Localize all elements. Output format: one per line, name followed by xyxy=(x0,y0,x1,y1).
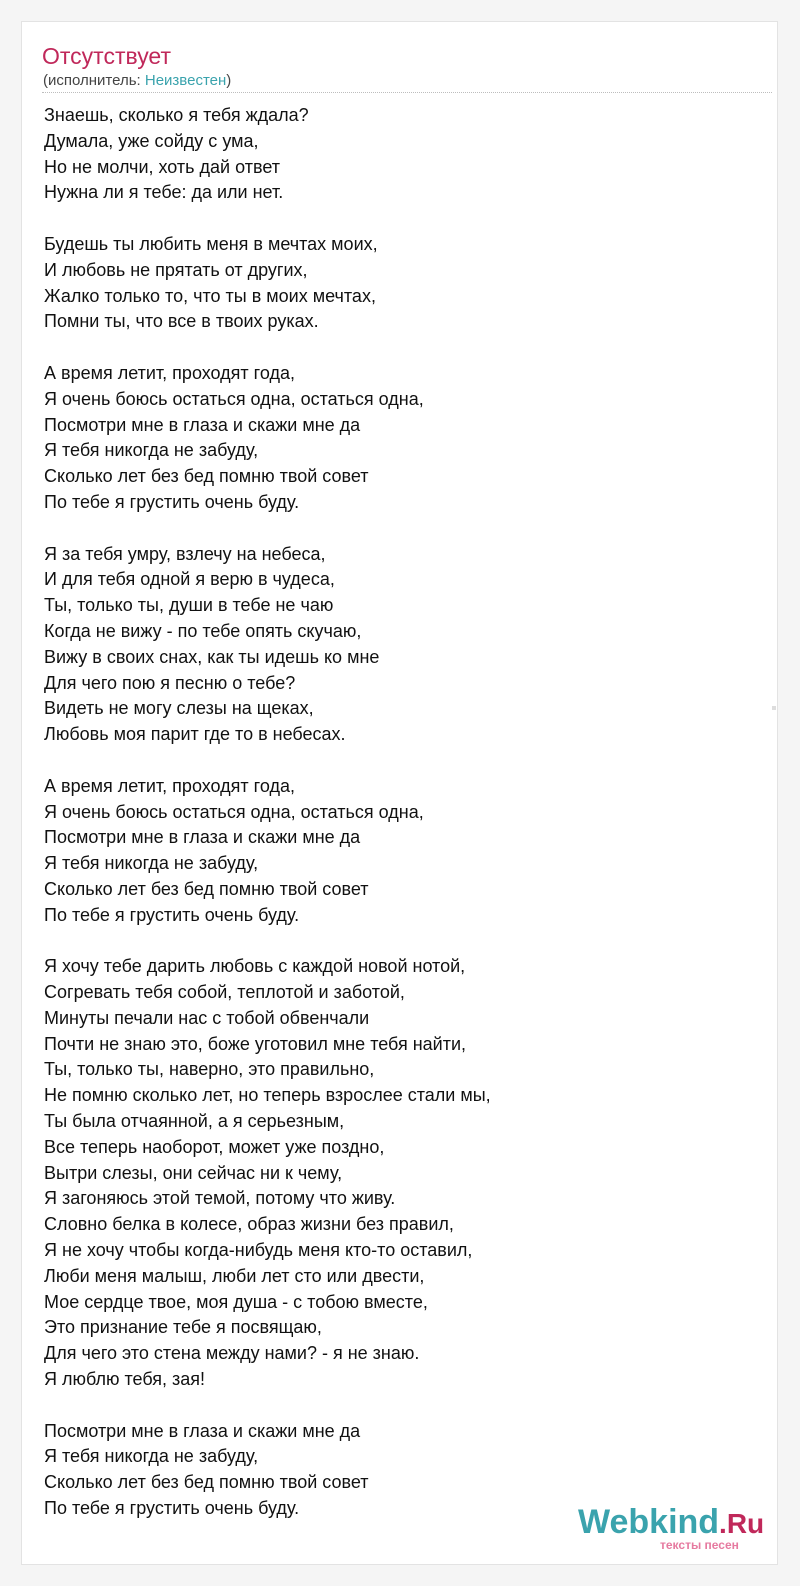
title-divider xyxy=(42,92,772,93)
lyric-line: Видеть не могу слезы на щеках, xyxy=(44,698,314,719)
artist-line xyxy=(43,72,231,90)
lyric-line: Ты была отчаянной, а я серьезным, xyxy=(44,1111,345,1132)
lyric-line: Минуты печали нас с тобой обвенчали xyxy=(44,1007,370,1028)
lyric-line: Я тебя никогда не забуду, xyxy=(44,440,259,461)
lyric-line: По тебе я грустить очень буду. xyxy=(44,904,300,925)
stanza-break xyxy=(44,335,744,361)
lyric-line: Любовь моя парит где то в небесах. xyxy=(44,724,346,745)
lyric-line: Сколько лет без бед помню твой совет xyxy=(44,1472,369,1493)
lyric-line: Я за тебя умру, взлечу на небеса, xyxy=(44,543,326,564)
artist-prefix: (исполнитель: xyxy=(43,72,145,89)
lyrics-text xyxy=(44,103,744,1522)
lyric-line: Жалко только то, что ты в моих мечтах, xyxy=(44,285,376,306)
lyrics-card xyxy=(21,21,778,1565)
lyric-line: Посмотри мне в глаза и скажи мне да xyxy=(44,414,361,435)
lyric-line: Нужна ли я тебе: да или нет. xyxy=(44,182,284,203)
lyric-line: Все теперь наоборот, может уже поздно, xyxy=(44,1136,385,1157)
artist-link[interactable]: Неизвестен xyxy=(144,72,227,89)
side-marker xyxy=(772,706,776,710)
lyric-line: Сколько лет без бед помню твой совет xyxy=(44,466,369,487)
lyric-line: Не помню сколько лет, но теперь взрослее стали мы, xyxy=(44,1085,491,1106)
lyric-line: Я не хочу чтобы когда-нибудь меня кто-то оставил, xyxy=(44,1240,473,1261)
lyric-line: А время летит, проходят года, xyxy=(44,775,295,796)
lyric-line: Я очень боюсь остаться одна, остаться одна, xyxy=(44,801,424,822)
lyric-line: Я хочу тебе дарить любовь с каждой новой нотой, xyxy=(44,956,466,977)
lyric-line: Мое сердце твое, моя душа - с тобою вместе, xyxy=(44,1291,428,1312)
stanza-break xyxy=(44,748,744,774)
lyric-line: А время летит, проходят года, xyxy=(44,362,295,383)
lyric-line: Я загоняюсь этой темой, потому что живу. xyxy=(44,1188,396,1209)
song-title: Отсутствует xyxy=(42,43,171,69)
lyric-line: Согревать тебя собой, теплотой и заботой, xyxy=(44,982,405,1003)
lyric-line: Когда не вижу - по тебе опять скучаю, xyxy=(44,620,362,641)
lyric-line: Сколько лет без бед помню твой совет xyxy=(44,878,369,899)
lyric-line: Знаешь, сколько я тебя ждала? xyxy=(44,105,309,125)
lyric-line: Посмотри мне в глаза и скажи мне да xyxy=(44,1420,361,1441)
lyric-line: Ты, только ты, души в тебе не чаю xyxy=(44,595,334,616)
lyric-line: Словно белка в колесе, образ жизни без правил, xyxy=(44,1214,454,1235)
lyric-line: Почти не знаю это, боже уготовил мне тебя найти, xyxy=(44,1033,467,1054)
lyric-line: Для чего пою я песню о тебе? xyxy=(44,672,296,693)
logo-brand: Webkind xyxy=(578,1503,720,1541)
lyric-line: Ты, только ты, наверно, это правильно, xyxy=(44,1059,375,1080)
lyric-line: Но не молчи, хоть дай ответ xyxy=(44,156,280,177)
lyric-line: Я тебя никогда не забуду, xyxy=(44,853,259,874)
lyric-line: Я тебя никогда не забуду, xyxy=(44,1446,259,1467)
lyric-line: Будешь ты любить меня в мечтах моих, xyxy=(44,233,378,254)
lyric-line: Вытри слезы, они сейчас ни к чему, xyxy=(44,1162,343,1183)
site-logo[interactable] xyxy=(578,1502,778,1558)
logo-tld: .Ru xyxy=(719,1508,765,1539)
lyric-line: Люби меня малыш, люби лет сто или двести, xyxy=(44,1265,425,1286)
lyric-line: Я очень боюсь остаться одна, остаться одна, xyxy=(44,388,424,409)
lyric-line: Думала, уже сойду с ума, xyxy=(44,130,259,151)
stanza-break xyxy=(44,206,744,232)
lyric-line: Помни ты, что все в твоих руках. xyxy=(44,311,319,332)
lyric-line: Для чего это стена между нами? - я не знаю. xyxy=(44,1343,420,1364)
lyric-line: И для тебя одной я верю в чудеса, xyxy=(44,569,335,590)
lyric-line: Вижу в своих снах, как ты идешь ко мне xyxy=(44,646,380,667)
lyric-line: Посмотри мне в глаза и скажи мне да xyxy=(44,827,361,848)
stanza-break xyxy=(44,516,744,542)
lyric-line: По тебе я грустить очень буду. xyxy=(44,491,300,512)
lyric-line: Это признание тебе я посвящаю, xyxy=(44,1317,322,1338)
stanza-break xyxy=(44,929,744,955)
artist-suffix: ) xyxy=(226,72,232,89)
lyric-line: По тебе я грустить очень буду. xyxy=(44,1498,300,1519)
lyric-line: Я люблю тебя, зая! xyxy=(44,1369,206,1390)
logo-tagline: тексты песен xyxy=(660,1538,739,1552)
stanza-break xyxy=(44,1393,744,1419)
lyric-line: И любовь не прятать от других, xyxy=(44,259,308,280)
